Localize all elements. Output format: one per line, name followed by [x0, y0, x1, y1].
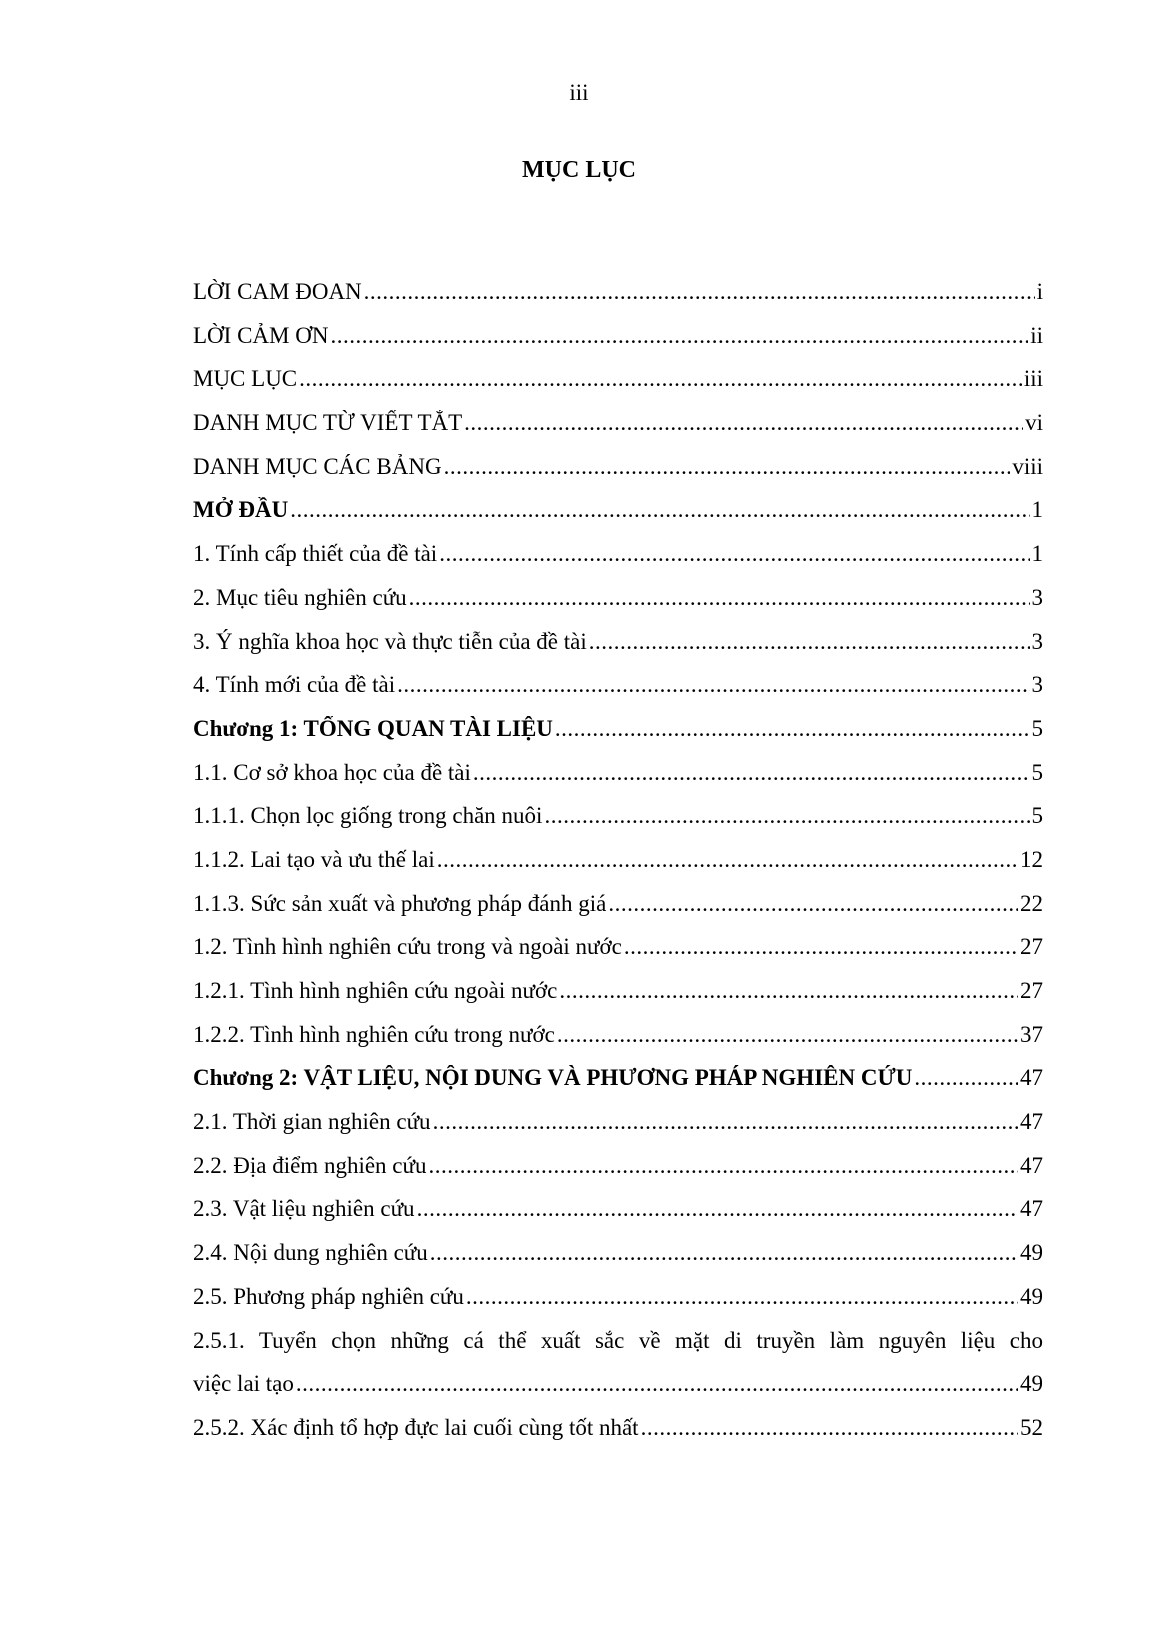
toc-entry[interactable] — [193, 1196, 1043, 1240]
toc-entry-label: 2.3. Vật liệu nghiên cứu — [193, 1196, 415, 1222]
toc-entry-label: 1.1.2. Lai tạo và ưu thế lai — [193, 846, 435, 872]
toc-entry[interactable] — [193, 934, 1043, 978]
toc-entry-label: DANH MỤC TỪ VIẾT TẮT — [193, 410, 463, 436]
toc-entry-page: 47 — [1020, 1109, 1043, 1135]
toc-entry-label: việc lai tạo — [193, 1371, 294, 1397]
table-of-contents — [193, 279, 1043, 1459]
dot-leader — [555, 716, 1030, 742]
toc-entry-label: 1. Tính cấp thiết của đề tài — [193, 541, 438, 567]
toc-entry-page: 47 — [1020, 1065, 1043, 1091]
toc-entry[interactable] — [193, 1371, 1043, 1415]
page-number: iii — [569, 80, 589, 105]
toc-entry-label: 1.1.1. Chọn lọc giống trong chăn nuôi — [193, 803, 543, 829]
toc-entry-page: 5 — [1031, 715, 1043, 741]
toc-entry-label: MỞ ĐẦU — [193, 497, 289, 523]
toc-entry-page: 3 — [1031, 628, 1043, 654]
dot-leader — [417, 1196, 1018, 1222]
dot-leader — [439, 541, 1029, 567]
toc-entry[interactable] — [193, 585, 1043, 629]
toc-entry-page: ii — [1030, 322, 1043, 348]
toc-title: MỤC LỤC — [522, 157, 636, 183]
toc-entry-page: i — [1036, 279, 1043, 304]
toc-entry-page: iii — [1023, 366, 1043, 392]
toc-entry-page: 49 — [1020, 1283, 1043, 1309]
toc-entry-label: 1.2. Tình hình nghiên cứu trong và ngoài nước — [193, 934, 622, 960]
dot-leader — [299, 366, 1022, 392]
dot-leader — [589, 629, 1030, 655]
toc-entry-label: Chương 2: VẬT LIỆU, NỘI DUNG VÀ PHƯƠNG PHÁP NGHIÊN CỨU — [193, 1065, 913, 1091]
toc-entry[interactable] — [193, 1240, 1043, 1284]
toc-entry[interactable] — [193, 1284, 1043, 1328]
toc-entry-page: 49 — [1020, 1240, 1043, 1266]
toc-entry-page: vi — [1025, 410, 1043, 436]
dot-leader — [464, 410, 1023, 436]
toc-entry-page: 3 — [1031, 584, 1043, 610]
toc-entry-page: 47 — [1020, 1196, 1043, 1222]
toc-entry[interactable] — [193, 847, 1043, 891]
toc-entry[interactable] — [193, 978, 1043, 1022]
dot-leader — [473, 760, 1030, 786]
toc-entry[interactable] — [193, 1153, 1043, 1197]
toc-entry[interactable] — [193, 454, 1043, 498]
dot-leader — [608, 891, 1018, 917]
toc-entry[interactable] — [193, 1415, 1043, 1459]
dot-leader — [330, 323, 1028, 349]
toc-entry-page: 5 — [1031, 759, 1043, 785]
toc-entry-page: 1 — [1031, 497, 1043, 523]
dot-leader — [290, 497, 1029, 523]
toc-entry-label: 1.1.3. Sức sản xuất và phương pháp đánh giá — [193, 890, 607, 916]
toc-entry-page: viii — [1012, 453, 1043, 479]
toc-entry-label: 1.1. Cơ sở khoa học của đề tài — [193, 759, 471, 785]
dot-leader — [409, 585, 1030, 611]
toc-entry-label: LỜI CẢM ƠN — [193, 322, 329, 348]
toc-entry-label: 2.4. Nội dung nghiên cứu — [193, 1240, 428, 1266]
toc-entry[interactable] — [193, 1065, 1043, 1109]
dot-leader — [364, 279, 1035, 305]
dot-leader — [397, 672, 1029, 698]
toc-entry-page: 52 — [1020, 1414, 1043, 1440]
dot-leader — [914, 1065, 1018, 1091]
dot-leader — [641, 1415, 1018, 1441]
toc-entry-page: 27 — [1020, 978, 1043, 1003]
toc-entry-page: 49 — [1020, 1371, 1043, 1397]
toc-entry[interactable] — [193, 672, 1043, 716]
toc-entry-label: 2.5. Phương pháp nghiên cứu — [193, 1283, 464, 1309]
toc-entry-label: 3. Ý nghĩa khoa học và thực tiễn của đề tài — [193, 628, 587, 654]
toc-entry-label: 2.2. Địa điểm nghiên cứu — [193, 1152, 427, 1178]
dot-leader — [444, 454, 1011, 480]
toc-entry[interactable] — [193, 366, 1043, 410]
toc-entry-page: 3 — [1031, 672, 1043, 698]
dot-leader — [430, 1240, 1018, 1266]
toc-entry-page: 22 — [1020, 890, 1043, 916]
toc-entry-label: 1.2.1. Tình hình nghiên cứu ngoài nước — [193, 978, 558, 1003]
toc-entry[interactable] — [193, 891, 1043, 935]
toc-entry-page: 12 — [1020, 846, 1043, 872]
toc-entry[interactable] — [193, 760, 1043, 804]
toc-entry-label: LỜI CAM ĐOAN — [193, 279, 362, 304]
dot-leader — [557, 1022, 1018, 1048]
toc-entry[interactable] — [193, 803, 1043, 847]
toc-entry-label: 1.2.2. Tình hình nghiên cứu trong nước — [193, 1021, 555, 1047]
dot-leader — [428, 1153, 1018, 1179]
toc-entry[interactable] — [193, 410, 1043, 454]
dot-leader — [559, 978, 1018, 1004]
toc-entry-line: 2.5.1. Tuyển chọn những cá thể xuất sắc về mặt di truyền làm nguyên liệu cho — [193, 1327, 1043, 1353]
toc-entry[interactable] — [193, 629, 1043, 673]
toc-entry-label: 4. Tính mới của đề tài — [193, 672, 396, 698]
toc-entry-page: 1 — [1031, 541, 1043, 567]
dot-leader — [296, 1371, 1018, 1397]
toc-entry[interactable] — [193, 1109, 1043, 1153]
dot-leader — [544, 803, 1029, 829]
toc-entry-label: Chương 1: TỔNG QUAN TÀI LIỆU — [193, 715, 553, 741]
toc-entry-page: 27 — [1020, 934, 1043, 960]
toc-entry-label: MỤC LỤC — [193, 366, 298, 392]
dot-leader — [466, 1284, 1018, 1310]
toc-entry[interactable] — [193, 279, 1043, 323]
dot-leader — [624, 934, 1018, 960]
toc-entry[interactable] — [193, 1022, 1043, 1066]
toc-entry[interactable] — [193, 716, 1043, 760]
toc-entry-page: 5 — [1031, 803, 1043, 829]
toc-entry-label: 2.5.2. Xác định tổ hợp đực lai cuối cùng tốt nhất — [193, 1414, 639, 1440]
dot-leader — [437, 847, 1018, 873]
toc-entry-page: 37 — [1020, 1021, 1043, 1047]
toc-entry-label: 2. Mục tiêu nghiên cứu — [193, 584, 407, 610]
toc-entry[interactable] — [193, 497, 1043, 541]
toc-entry[interactable] — [193, 541, 1043, 585]
toc-entry-label: DANH MỤC CÁC BẢNG — [193, 453, 442, 479]
dot-leader — [433, 1109, 1018, 1135]
toc-entry[interactable] — [193, 323, 1043, 367]
toc-entry-label: 2.1. Thời gian nghiên cứu — [193, 1109, 431, 1135]
toc-entry-page: 47 — [1020, 1152, 1043, 1178]
